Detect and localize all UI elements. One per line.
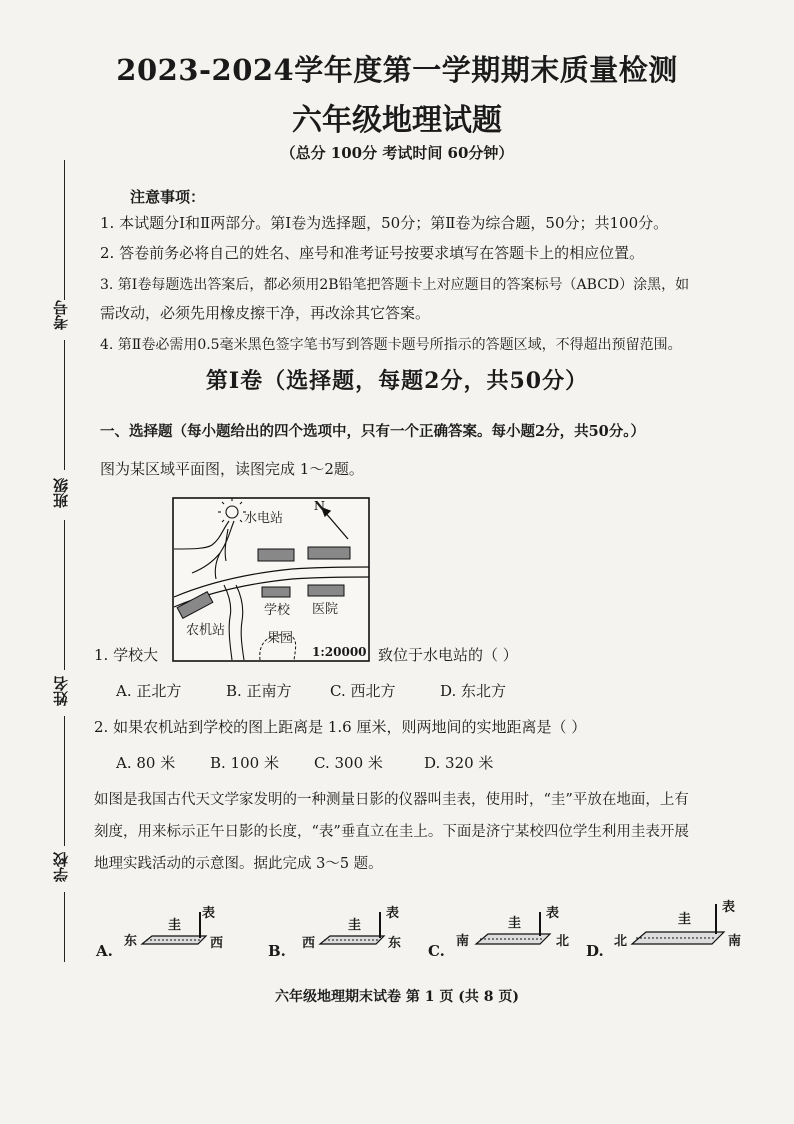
gnomon-gui: 圭 <box>348 918 362 933</box>
section-title: 第Ⅰ卷（选择题，每题2分，共50分） <box>205 368 589 394</box>
sidebar-class: 班级 <box>52 478 70 508</box>
note-item: 3. 第Ⅰ卷每题选出答案后，都必须用2B铅笔把答题卡上对应题目的答案标号（ABCD）涂黑，如 <box>100 277 690 293</box>
q1-option-a: A. 正北方 <box>116 682 182 700</box>
note-item: 需改动，必须先用橡皮擦干净，再改涂其它答案。 <box>100 304 431 322</box>
gnomon-gui: 圭 <box>678 912 692 927</box>
gnomon-biao: 表 <box>202 906 216 921</box>
q1-stem-b: 致位于水电站的（ ） <box>378 646 518 664</box>
gnomon-intro: 如图是我国古代天文学家发明的一种测量日影的仪器叫圭表，使用时，“圭”平放在地面，上有 <box>94 792 689 808</box>
gnomon-dir-right: 北 <box>556 934 570 949</box>
sidebar-line-2 <box>64 340 65 470</box>
gnomon-dir-right: 西 <box>210 936 224 951</box>
gnomon-label: D. <box>586 942 604 960</box>
map-label-orchard: 果园 <box>267 631 294 646</box>
q2-option-b: B. 100 米 <box>210 754 279 772</box>
gnomon-option-b <box>268 900 418 960</box>
gnomon-dir-right: 东 <box>388 936 402 951</box>
gnomon-gui: 圭 <box>168 918 182 933</box>
gnomon-option-c <box>428 900 588 960</box>
building <box>308 547 350 559</box>
map-label-farm-station: 农机站 <box>186 623 226 638</box>
sidebar-name: 姓名 <box>52 676 70 706</box>
gnomon-dir-left: 东 <box>124 934 138 949</box>
gnomon-biao: 表 <box>386 906 400 921</box>
q2-option-c: C. 300 米 <box>314 754 383 772</box>
map-intro: 图为某区域平面图，读图完成 1～2题。 <box>100 460 364 478</box>
q2-option-a: A. 80 米 <box>116 754 176 772</box>
hospital-building <box>308 585 344 596</box>
q1-option-c: C. 西北方 <box>330 682 396 700</box>
notes-heading: 注意事项： <box>130 188 206 206</box>
map-label-school: 学校 <box>264 603 291 618</box>
map-label-hydro: 水电站 <box>244 511 284 526</box>
gnomon-dir-left: 南 <box>456 934 470 949</box>
note-item: 2. 答卷前务必将自己的姓名、座号和准考证号按要求填写在答题卡上的相应位置。 <box>100 244 645 262</box>
note-item: 1. 本试题分Ⅰ和Ⅱ两部分。第Ⅰ卷为选择题，50分；第Ⅱ卷为综合题，50分；共100分。 <box>100 214 669 232</box>
map-scale: 1:20000 <box>312 645 367 659</box>
sidebar-line-4 <box>64 716 65 846</box>
exam-subtitle: 六年级地理试题 <box>292 103 502 138</box>
map-label-north: N <box>314 499 325 513</box>
sidebar-school: 学校 <box>52 852 70 882</box>
q1-stem-a: 1. 学校大 <box>94 646 159 664</box>
q1-option-b: B. 正南方 <box>226 682 292 700</box>
q2-option-d: D. 320 米 <box>424 754 494 772</box>
gnomon-intro: 地理实践活动的示意图。据此完成 3～5 题。 <box>94 856 383 872</box>
page-footer: 六年级地理期末试卷 第 1 页 (共 8 页) <box>275 989 519 1005</box>
gnomon-option-d <box>586 894 766 960</box>
section-instruction: 一、选择题（每小题给出的四个选项中，只有一个正确答案。每小题2分，共50分。） <box>100 423 646 440</box>
gnomon-dir-right: 南 <box>728 934 742 949</box>
gnomon-label: C. <box>428 942 445 960</box>
sidebar-exam-no: 考号 <box>52 300 70 330</box>
building <box>258 549 294 561</box>
sidebar-line-3 <box>64 520 65 670</box>
gnomon-dir-left: 北 <box>614 934 628 949</box>
note-item: 4. 第Ⅱ卷必需用0.5毫米黑色签字笔书写到答题卡题号所指示的答题区域，不得超出预留范围。 <box>100 337 682 353</box>
q2-stem: 2. 如果农机站到学校的图上距离是 1.6 厘米，则两地间的实地距离是（ ） <box>94 718 587 736</box>
exam-title: 2023-2024学年度第一学期期末质量检测 <box>116 53 678 87</box>
gnomon-biao: 表 <box>546 906 560 921</box>
gnomon-label: B. <box>268 942 286 960</box>
region-map <box>172 497 370 662</box>
gnomon-biao: 表 <box>722 900 736 915</box>
gnomon-dir-left: 西 <box>302 936 316 951</box>
map-label-hospital: 医院 <box>312 602 339 617</box>
school-building <box>262 587 290 597</box>
gnomon-intro: 刻度，用来标示正午日影的长度，“表”垂直立在圭上。下面是济宁某校四位学生利用圭表开展 <box>94 824 689 840</box>
exam-meta: （总分 100分 考试时间 60分钟） <box>280 144 514 162</box>
sidebar-line-5 <box>64 892 65 962</box>
gnomon-gui: 圭 <box>508 916 522 931</box>
gnomon-option-a <box>96 900 236 960</box>
q1-option-d: D. 东北方 <box>440 682 507 700</box>
gnomon-label: A. <box>96 942 113 960</box>
sidebar-line-top <box>64 160 65 300</box>
